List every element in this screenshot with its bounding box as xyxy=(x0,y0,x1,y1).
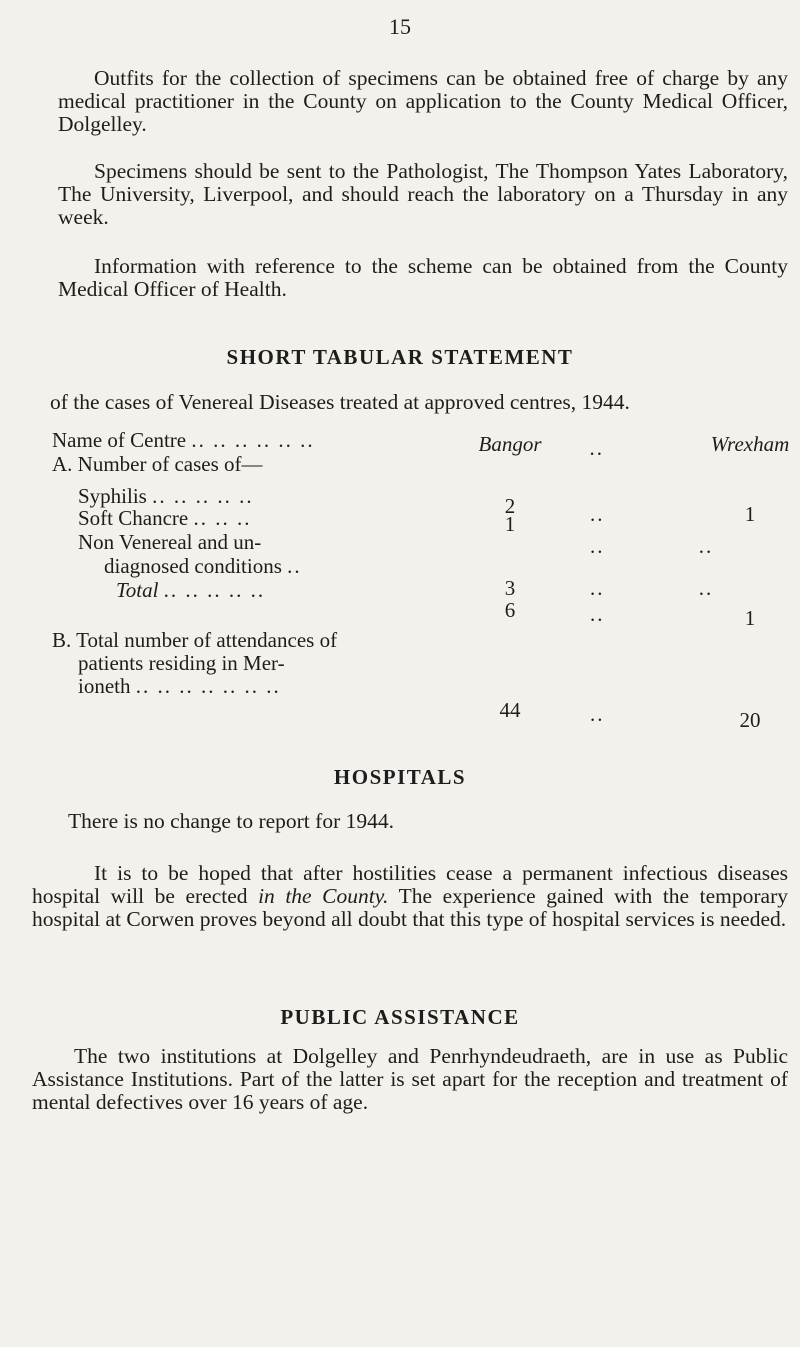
hospitals-emphasis: in the County. xyxy=(258,884,389,908)
bangor-total: 6 xyxy=(504,598,516,622)
bangor-attendances: 44 xyxy=(499,698,521,722)
row-label: Total xyxy=(116,578,159,602)
wrexham-value: 1 xyxy=(744,502,756,526)
hospitals-heading: HOSPITALS xyxy=(333,765,467,789)
column-bangor: Bangor xyxy=(478,432,542,456)
section-b-label-line1: B. Total number of attendances of xyxy=(52,628,338,652)
row-label: Soft Chancre xyxy=(78,506,189,530)
specimens-paragraph: Specimens should be sent to the Pathologist, The Thompson Yates Laboratory, The University, Liverpool, and should reach the laboratory on a Thursday in any week. xyxy=(58,159,788,229)
hospitals-paragraph: It is to be hoped that after hostilities cease a permanent infectious diseases hospital will be erected in the County. The experience gained with the temporary hospital at Corwen proves beyond all doubt that this type of hospital services is needed. xyxy=(32,861,788,931)
bangor-value: 1 xyxy=(504,512,516,536)
row-label: Non Venereal and un- xyxy=(78,530,262,554)
document-page: 15 Outfits for the collection of specimens can be obtained free of charge by any medical practitioner in the County on application to the County Medical Officer, Dolgelley. Specimens should be sent to the Pathologist, The Thompson Yates Laboratory, The University, Liverpool, and should reach the laboratory on a Thursday in any week. Information with reference to the scheme can be obtained from the County Medical Officer of Health. SHORT TABULAR STATEMENT of the cases of Venereal Diseases treated at approved centres, 1944. Name of Centre .. .. .. .. .. .. Bangor .. Wrexham A. Number of cases of— Syphilis .. .. .. .. .. 2 Soft Chancre .. .. .. 1 .. 1 Non Venereal and un- .. .. diagnosed conditions .. 3 Total .. .. .. .. .. .. .. 6 .. 1 B. Total number of attendances of patients residing in Mer- ioneth .. .. .. .. .. .. .. 44 .. 20 HOSPITALS There is no change to report for 1944. It is to be hoped that after hostilities cease a permanent infectious diseases hospital will be erected in the County. The experience gained with the temporary hospital at Corwen proves beyond all doubt that this type of hospital services is needed. PUBLIC ASSISTANCE The two institutions at Dolgelley and Penrhyndeudraeth, are in use as Public Assistance Institutions. Part of the latter is set apart for the reception and treatment of mental defectives over 16 years of age. xyxy=(0,0,800,1347)
public-assistance-paragraph: The two institutions at Dolgelley and Penrhyndeudraeth, are in use as Public Assistance Institutions. Part of the latter is set apart for the reception and treatment of mental defectives over 16 years of age. xyxy=(32,1044,788,1114)
row-label: diagnosed conditions xyxy=(104,554,282,578)
bangor-value: 3 xyxy=(504,576,516,600)
outfits-paragraph: Outfits for the collection of specimens can be obtained free of charge by any medical practitioner in the County on application to the County Medical Officer, Dolgelley. xyxy=(58,66,788,136)
bangor-value: 2 xyxy=(504,494,516,518)
hospitals-no-change: There is no change to report for 1944. xyxy=(68,809,394,833)
wrexham-total: 1 xyxy=(744,606,756,630)
name-of-centre-label: Name of Centre .. .. .. .. .. .. xyxy=(52,428,315,452)
wrexham-attendances: 20 xyxy=(739,708,761,732)
information-paragraph: Information with reference to the scheme can be obtained from the County Medical Officer of Health. xyxy=(58,254,788,301)
column-wrexham: Wrexham xyxy=(710,432,790,456)
row-label: Syphilis xyxy=(78,484,147,508)
section-b-label-line3: ioneth .. .. .. .. .. .. .. xyxy=(78,674,281,698)
tabular-heading: SHORT TABULAR STATEMENT xyxy=(226,345,574,369)
section-b-label-line2: patients residing in Mer- xyxy=(78,651,285,675)
public-assistance-heading: PUBLIC ASSISTANCE xyxy=(280,1005,520,1029)
tabular-intro: of the cases of Venereal Diseases treated at approved centres, 1944. xyxy=(50,390,630,414)
section-a-label: A. Number of cases of— xyxy=(52,452,263,476)
page-number: 15 xyxy=(389,14,411,39)
